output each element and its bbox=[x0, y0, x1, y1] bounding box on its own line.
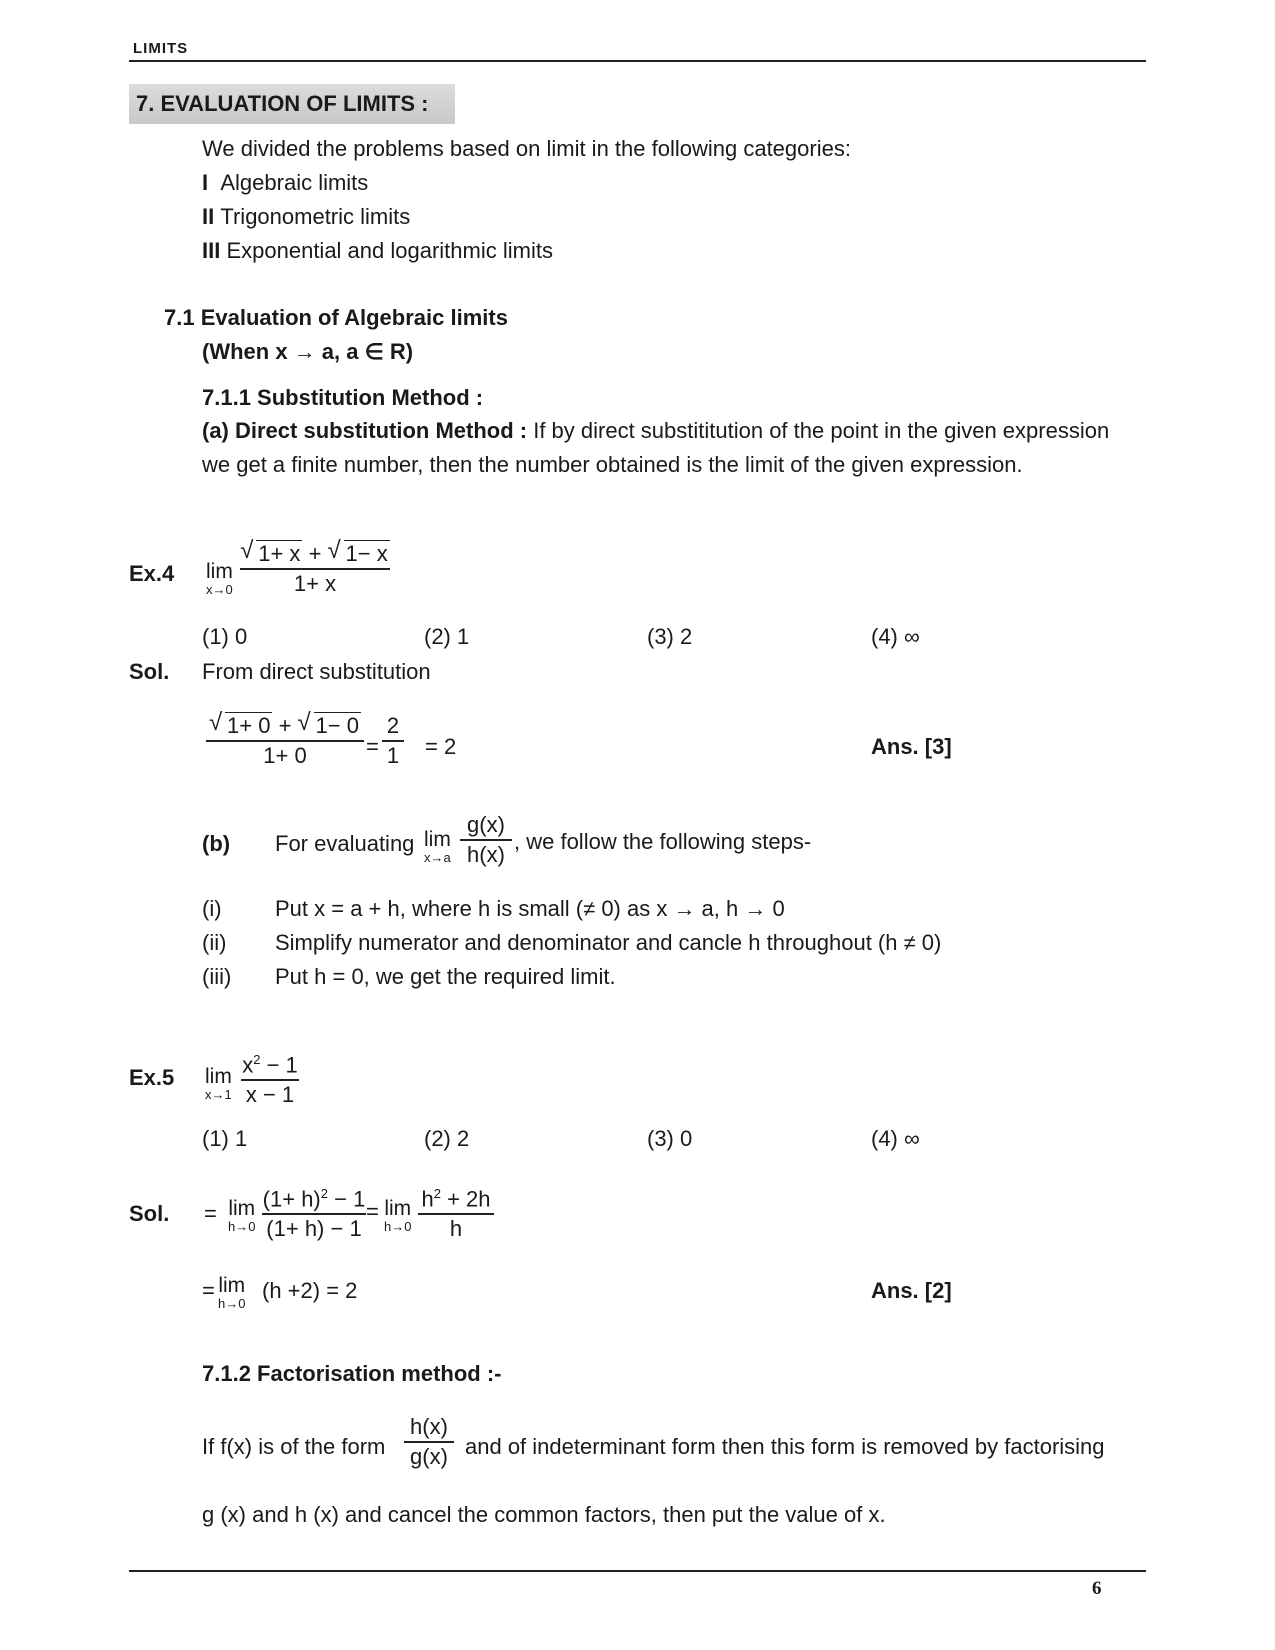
fraction-numerator: $(1+ h)^2 - 1$ bbox=[262, 1186, 366, 1212]
equals-sign: = bbox=[366, 1199, 379, 1224]
fraction-denominator: x − 1 bbox=[245, 1081, 295, 1107]
lim-subscript: h→0 bbox=[218, 1296, 246, 1311]
lim-word: lim bbox=[228, 1197, 256, 1220]
factorisation-text-before: If f(x) is of the form bbox=[202, 1434, 386, 1459]
option: (4) ∞ bbox=[871, 1126, 920, 1151]
factorisation-text-line2: g (x) and h (x) and cancel the common factors, then put the value of x. bbox=[202, 1502, 886, 1527]
page-number: 6 bbox=[1092, 1578, 1102, 1599]
step-text: Simplify numerator and denominator and cancle h throughout (h ≠ 0) bbox=[275, 930, 942, 955]
limit-operator bbox=[206, 561, 233, 597]
factorisation-text-after: and of indeterminant form then this form is removed by factorising bbox=[465, 1434, 1105, 1459]
solution-text: From direct substitution bbox=[202, 659, 431, 684]
plus-sign: + bbox=[278, 713, 292, 738]
lim-word: lim bbox=[206, 560, 233, 583]
fraction-numerator: h(x) bbox=[410, 1414, 448, 1439]
fraction-denominator: (1+ h) − 1 bbox=[266, 1215, 362, 1241]
solution-label: Sol. bbox=[129, 659, 170, 684]
step-number: (ii) bbox=[202, 930, 227, 955]
option: (2) 2 bbox=[424, 1126, 470, 1151]
fraction-numerator: 2 bbox=[386, 713, 400, 738]
method-a-text-line2: we get a finite number, then the number obtained is the limit of the given expression. bbox=[202, 452, 1023, 477]
ex5-fraction bbox=[241, 1046, 299, 1109]
solution-label: Sol. bbox=[129, 1201, 170, 1226]
step-text: Put h = 0, we get the required limit. bbox=[275, 964, 616, 989]
subsubsection-title: 7.1.2 Factorisation method :- bbox=[202, 1361, 502, 1386]
lim-subscript: h→0 bbox=[384, 1219, 412, 1234]
option: (1) 0 bbox=[202, 624, 248, 649]
sqrt-term: 1− 0 bbox=[315, 713, 359, 738]
step-text: Put x = a + h, where h is small (≠ 0) as x → a, h → 0 bbox=[275, 896, 785, 921]
limit-operator bbox=[205, 1066, 232, 1102]
fraction bbox=[262, 1180, 366, 1243]
option: (1) 1 bbox=[202, 1126, 248, 1151]
step-number: (iii) bbox=[202, 964, 232, 989]
limit-operator bbox=[228, 1198, 255, 1234]
lim-word: lim bbox=[384, 1197, 412, 1220]
step-number: (i) bbox=[202, 896, 222, 921]
option: (4) ∞ bbox=[871, 624, 920, 649]
sqrt-term: 1− x bbox=[345, 541, 388, 566]
category-numeral: III bbox=[202, 238, 221, 263]
lim-word: lim bbox=[218, 1274, 246, 1297]
fraction-denominator: 1 bbox=[386, 742, 400, 768]
fraction-numerator: $x^2 - 1$ bbox=[242, 1052, 298, 1078]
lim-subscript: x→1 bbox=[205, 1087, 232, 1102]
option: (3) 2 bbox=[647, 624, 693, 649]
sqrt-term: 1+ 0 bbox=[227, 713, 271, 738]
limit-operator bbox=[218, 1275, 245, 1311]
fraction-numerator: $h^2 + 2h$ bbox=[421, 1186, 491, 1212]
equals-sign: = bbox=[366, 734, 379, 759]
fraction-denominator: g(x) bbox=[410, 1443, 448, 1469]
partb-text-after: , we follow the following steps- bbox=[514, 829, 812, 854]
method-a-text: If by direct substititution of the point in the given expression bbox=[527, 418, 1110, 443]
plus-sign: + bbox=[308, 541, 322, 566]
fraction bbox=[418, 1180, 494, 1243]
example-label: Ex.5 bbox=[129, 1065, 175, 1090]
category-label: Exponential and logarithmic limits bbox=[226, 238, 553, 263]
limit-operator bbox=[384, 1198, 411, 1234]
answer: Ans. [2] bbox=[871, 1278, 952, 1303]
ex4-fraction bbox=[240, 537, 390, 598]
example-label: Ex.4 bbox=[129, 561, 175, 586]
subsection-condition: (When x → a, a ∈ R) bbox=[202, 339, 414, 364]
fraction-numerator: √ 1+ x + √ 1− x bbox=[240, 537, 388, 566]
lim-word: lim bbox=[205, 1065, 232, 1088]
method-a-label: (a) Direct substitution Method : bbox=[202, 418, 528, 443]
fraction-denominator: h bbox=[449, 1215, 463, 1241]
ex4-solution-fraction bbox=[206, 709, 364, 770]
subsection-title: 7.1 Evaluation of Algebraic limits bbox=[164, 305, 508, 330]
method-a-paragraph bbox=[202, 418, 1109, 444]
fraction bbox=[382, 712, 404, 770]
subsubsection-title: 7.1.1 Substitution Method : bbox=[202, 385, 484, 410]
fraction-numerator: g(x) bbox=[467, 812, 505, 837]
category-label: Algebraic limits bbox=[220, 170, 369, 195]
category-numeral: I bbox=[202, 170, 209, 195]
answer: Ans. [3] bbox=[871, 734, 952, 759]
fraction-denominator: h(x) bbox=[467, 841, 505, 867]
category-item bbox=[202, 204, 410, 230]
limit-operator bbox=[424, 829, 451, 865]
part-label: (b) bbox=[202, 831, 231, 856]
equals-sign: = bbox=[204, 1201, 217, 1226]
header-rule bbox=[129, 60, 1146, 62]
lim-word: lim bbox=[424, 828, 451, 851]
footer-rule bbox=[129, 1570, 1146, 1572]
section-title: 7. EVALUATION OF LIMITS : bbox=[129, 84, 455, 124]
category-item bbox=[202, 170, 368, 196]
sqrt-term: 1+ x bbox=[258, 541, 301, 566]
category-numeral: II bbox=[202, 204, 215, 229]
option: (3) 0 bbox=[647, 1126, 693, 1151]
equals-sign: = bbox=[202, 1278, 215, 1303]
fraction-numerator: √ 1+ 0 + √ 1− 0 bbox=[209, 709, 359, 738]
lim-subscript: h→0 bbox=[228, 1219, 256, 1234]
category-label: Trigonometric limits bbox=[220, 204, 411, 229]
partb-text-before: For evaluating bbox=[275, 831, 415, 856]
fraction-denominator: 1+ 0 bbox=[263, 742, 307, 768]
running-header-title: LIMITS bbox=[133, 40, 189, 57]
lim-subscript: x→0 bbox=[206, 582, 233, 597]
category-item bbox=[202, 238, 553, 264]
option: (2) 1 bbox=[424, 624, 470, 649]
intro-text: We divided the problems based on limit in the following categories: bbox=[202, 136, 851, 161]
lim-subscript: x→a bbox=[424, 850, 451, 865]
result: = 2 bbox=[425, 734, 457, 759]
result: (h +2) = 2 bbox=[262, 1278, 358, 1303]
fraction bbox=[460, 811, 512, 869]
fraction-denominator: 1+ x bbox=[293, 570, 337, 596]
fraction bbox=[404, 1413, 454, 1471]
